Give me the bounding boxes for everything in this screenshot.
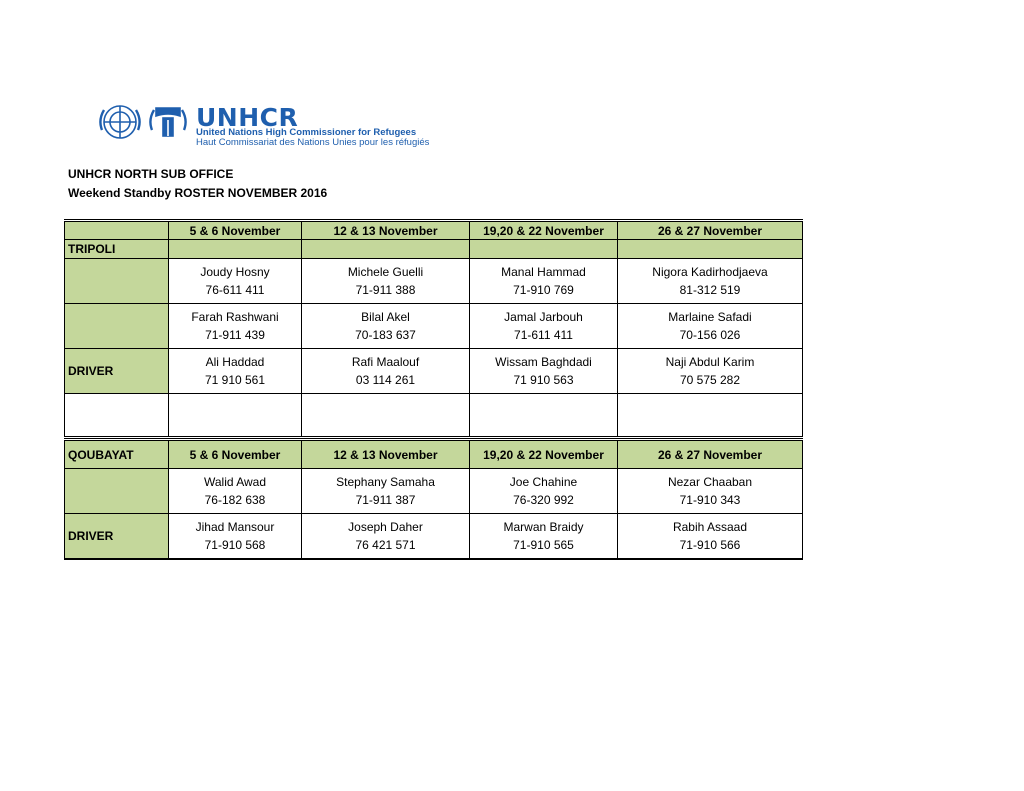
staff-name: Jihad Mansour bbox=[195, 519, 275, 534]
empty-cell bbox=[470, 240, 618, 259]
logo-subtitle-fr: Haut Commissariat des Nations Unies pour les réfugiés bbox=[196, 137, 430, 148]
date-header: 19,20 & 22 November bbox=[470, 440, 618, 469]
date-header: 26 & 27 November bbox=[618, 440, 803, 469]
staff-name: Marlaine Safadi bbox=[668, 310, 752, 324]
table-row bbox=[65, 514, 803, 559]
staff-name: Nezar Chaaban bbox=[667, 475, 753, 489]
staff-cell bbox=[618, 514, 803, 559]
staff-phone: 71-910 568 bbox=[204, 537, 266, 552]
staff-phone: 70-156 026 bbox=[679, 328, 741, 342]
staff-name: Joe Chahine bbox=[509, 475, 578, 489]
corner-cell bbox=[65, 221, 169, 240]
logo-wordmark: UNHCR bbox=[196, 103, 299, 132]
empty-cell bbox=[470, 394, 618, 438]
staff-cell bbox=[470, 259, 618, 304]
empty-cell bbox=[169, 394, 302, 438]
staff-phone: 71-611 411 bbox=[514, 328, 573, 342]
staff-phone: 76 421 571 bbox=[355, 537, 416, 552]
staff-name: Manal Hammad bbox=[501, 265, 586, 279]
office-heading: UNHCR NORTH SUB OFFICE bbox=[68, 167, 234, 181]
empty-cell bbox=[618, 394, 803, 438]
staff-name: Jamal Jarbouh bbox=[504, 310, 583, 324]
qoubayat-roster-table bbox=[64, 438, 803, 560]
staff-name: Marwan Braidy bbox=[503, 519, 584, 534]
row-label bbox=[65, 259, 169, 304]
staff-cell bbox=[302, 259, 470, 304]
staff-phone: 71 910 563 bbox=[513, 373, 574, 387]
staff-name: Wissam Baghdadi bbox=[495, 355, 592, 369]
empty-cell bbox=[65, 394, 169, 438]
staff-cell bbox=[169, 514, 302, 559]
table-row bbox=[65, 349, 803, 394]
staff-name: Nigora Kadirhodjaeva bbox=[652, 265, 768, 279]
staff-cell bbox=[302, 304, 470, 349]
staff-name: Walid Awad bbox=[203, 475, 267, 489]
row-label-driver: DRIVER bbox=[65, 514, 169, 559]
logo-subtitle-en: United Nations High Commissioner for Refugees bbox=[196, 127, 417, 138]
staff-name: Joseph Daher bbox=[348, 519, 423, 534]
empty-cell bbox=[302, 394, 470, 438]
staff-cell bbox=[169, 349, 302, 394]
staff-phone: 81-312 519 bbox=[679, 283, 741, 297]
staff-name: Ali Haddad bbox=[205, 355, 265, 369]
staff-phone: 71-910 343 bbox=[679, 493, 741, 507]
staff-cell bbox=[618, 259, 803, 304]
section-label-qoubayat: QOUBAYAT bbox=[65, 440, 169, 469]
table-row bbox=[65, 469, 803, 514]
table-row bbox=[65, 259, 803, 304]
empty-cell bbox=[169, 240, 302, 259]
staff-name: Farah Rashwani bbox=[191, 310, 279, 324]
date-header-row bbox=[65, 221, 803, 240]
staff-phone: 70 575 282 bbox=[679, 373, 741, 387]
staff-cell bbox=[618, 469, 803, 514]
section-row bbox=[65, 240, 803, 259]
staff-cell bbox=[470, 514, 618, 559]
staff-name: Michele Guelli bbox=[347, 265, 424, 279]
staff-cell bbox=[470, 349, 618, 394]
staff-cell bbox=[302, 514, 470, 559]
staff-cell bbox=[618, 304, 803, 349]
staff-name: Bilal Akel bbox=[361, 310, 410, 324]
table-row bbox=[65, 304, 803, 349]
staff-phone: 71 910 561 bbox=[204, 373, 266, 387]
staff-cell bbox=[302, 469, 470, 514]
staff-phone: 71-910 769 bbox=[513, 283, 574, 297]
staff-cell bbox=[169, 469, 302, 514]
date-header: 19,20 & 22 November bbox=[470, 221, 618, 240]
staff-cell bbox=[470, 304, 618, 349]
staff-cell bbox=[169, 259, 302, 304]
date-header: 5 & 6 November bbox=[169, 440, 302, 469]
staff-name: Joudy Hosny bbox=[200, 265, 270, 279]
row-label bbox=[65, 304, 169, 349]
date-header-row bbox=[65, 440, 803, 469]
section-label-tripoli: TRIPOLI bbox=[65, 240, 169, 259]
staff-phone: 70-183 637 bbox=[355, 328, 416, 342]
staff-phone: 71-911 388 bbox=[355, 283, 416, 297]
date-header: 12 & 13 November bbox=[302, 221, 470, 240]
date-header: 26 & 27 November bbox=[618, 221, 803, 240]
date-header: 12 & 13 November bbox=[302, 440, 470, 469]
staff-phone: 71-910 565 bbox=[513, 537, 574, 552]
row-label-driver: DRIVER bbox=[65, 349, 169, 394]
empty-cell bbox=[302, 240, 470, 259]
staff-cell bbox=[169, 304, 302, 349]
un-emblem-icon bbox=[100, 106, 139, 138]
staff-phone: 76-182 638 bbox=[204, 493, 266, 507]
staff-cell bbox=[302, 349, 470, 394]
staff-phone: 71-911 439 bbox=[205, 328, 265, 342]
date-header: 5 & 6 November bbox=[169, 221, 302, 240]
staff-phone: 03 114 261 bbox=[355, 373, 416, 387]
staff-cell bbox=[618, 349, 803, 394]
staff-name: Naji Abdul Karim bbox=[665, 355, 755, 369]
staff-cell bbox=[470, 469, 618, 514]
staff-phone: 76-320 992 bbox=[513, 493, 574, 507]
empty-row bbox=[65, 394, 803, 438]
empty-cell bbox=[618, 240, 803, 259]
staff-phone: 76-611 411 bbox=[205, 283, 265, 297]
tripoli-roster-table bbox=[64, 219, 803, 439]
staff-phone: 71-910 566 bbox=[679, 537, 741, 552]
staff-name: Stephany Samaha bbox=[336, 475, 435, 489]
row-label bbox=[65, 469, 169, 514]
staff-name: Rafi Maalouf bbox=[351, 355, 420, 369]
roster-title: Weekend Standby ROSTER NOVEMBER 2016 bbox=[68, 186, 328, 200]
unhcr-emblem-icon bbox=[150, 108, 185, 136]
staff-phone: 71-911 387 bbox=[355, 493, 416, 507]
staff-name: Rabih Assaad bbox=[672, 519, 748, 534]
